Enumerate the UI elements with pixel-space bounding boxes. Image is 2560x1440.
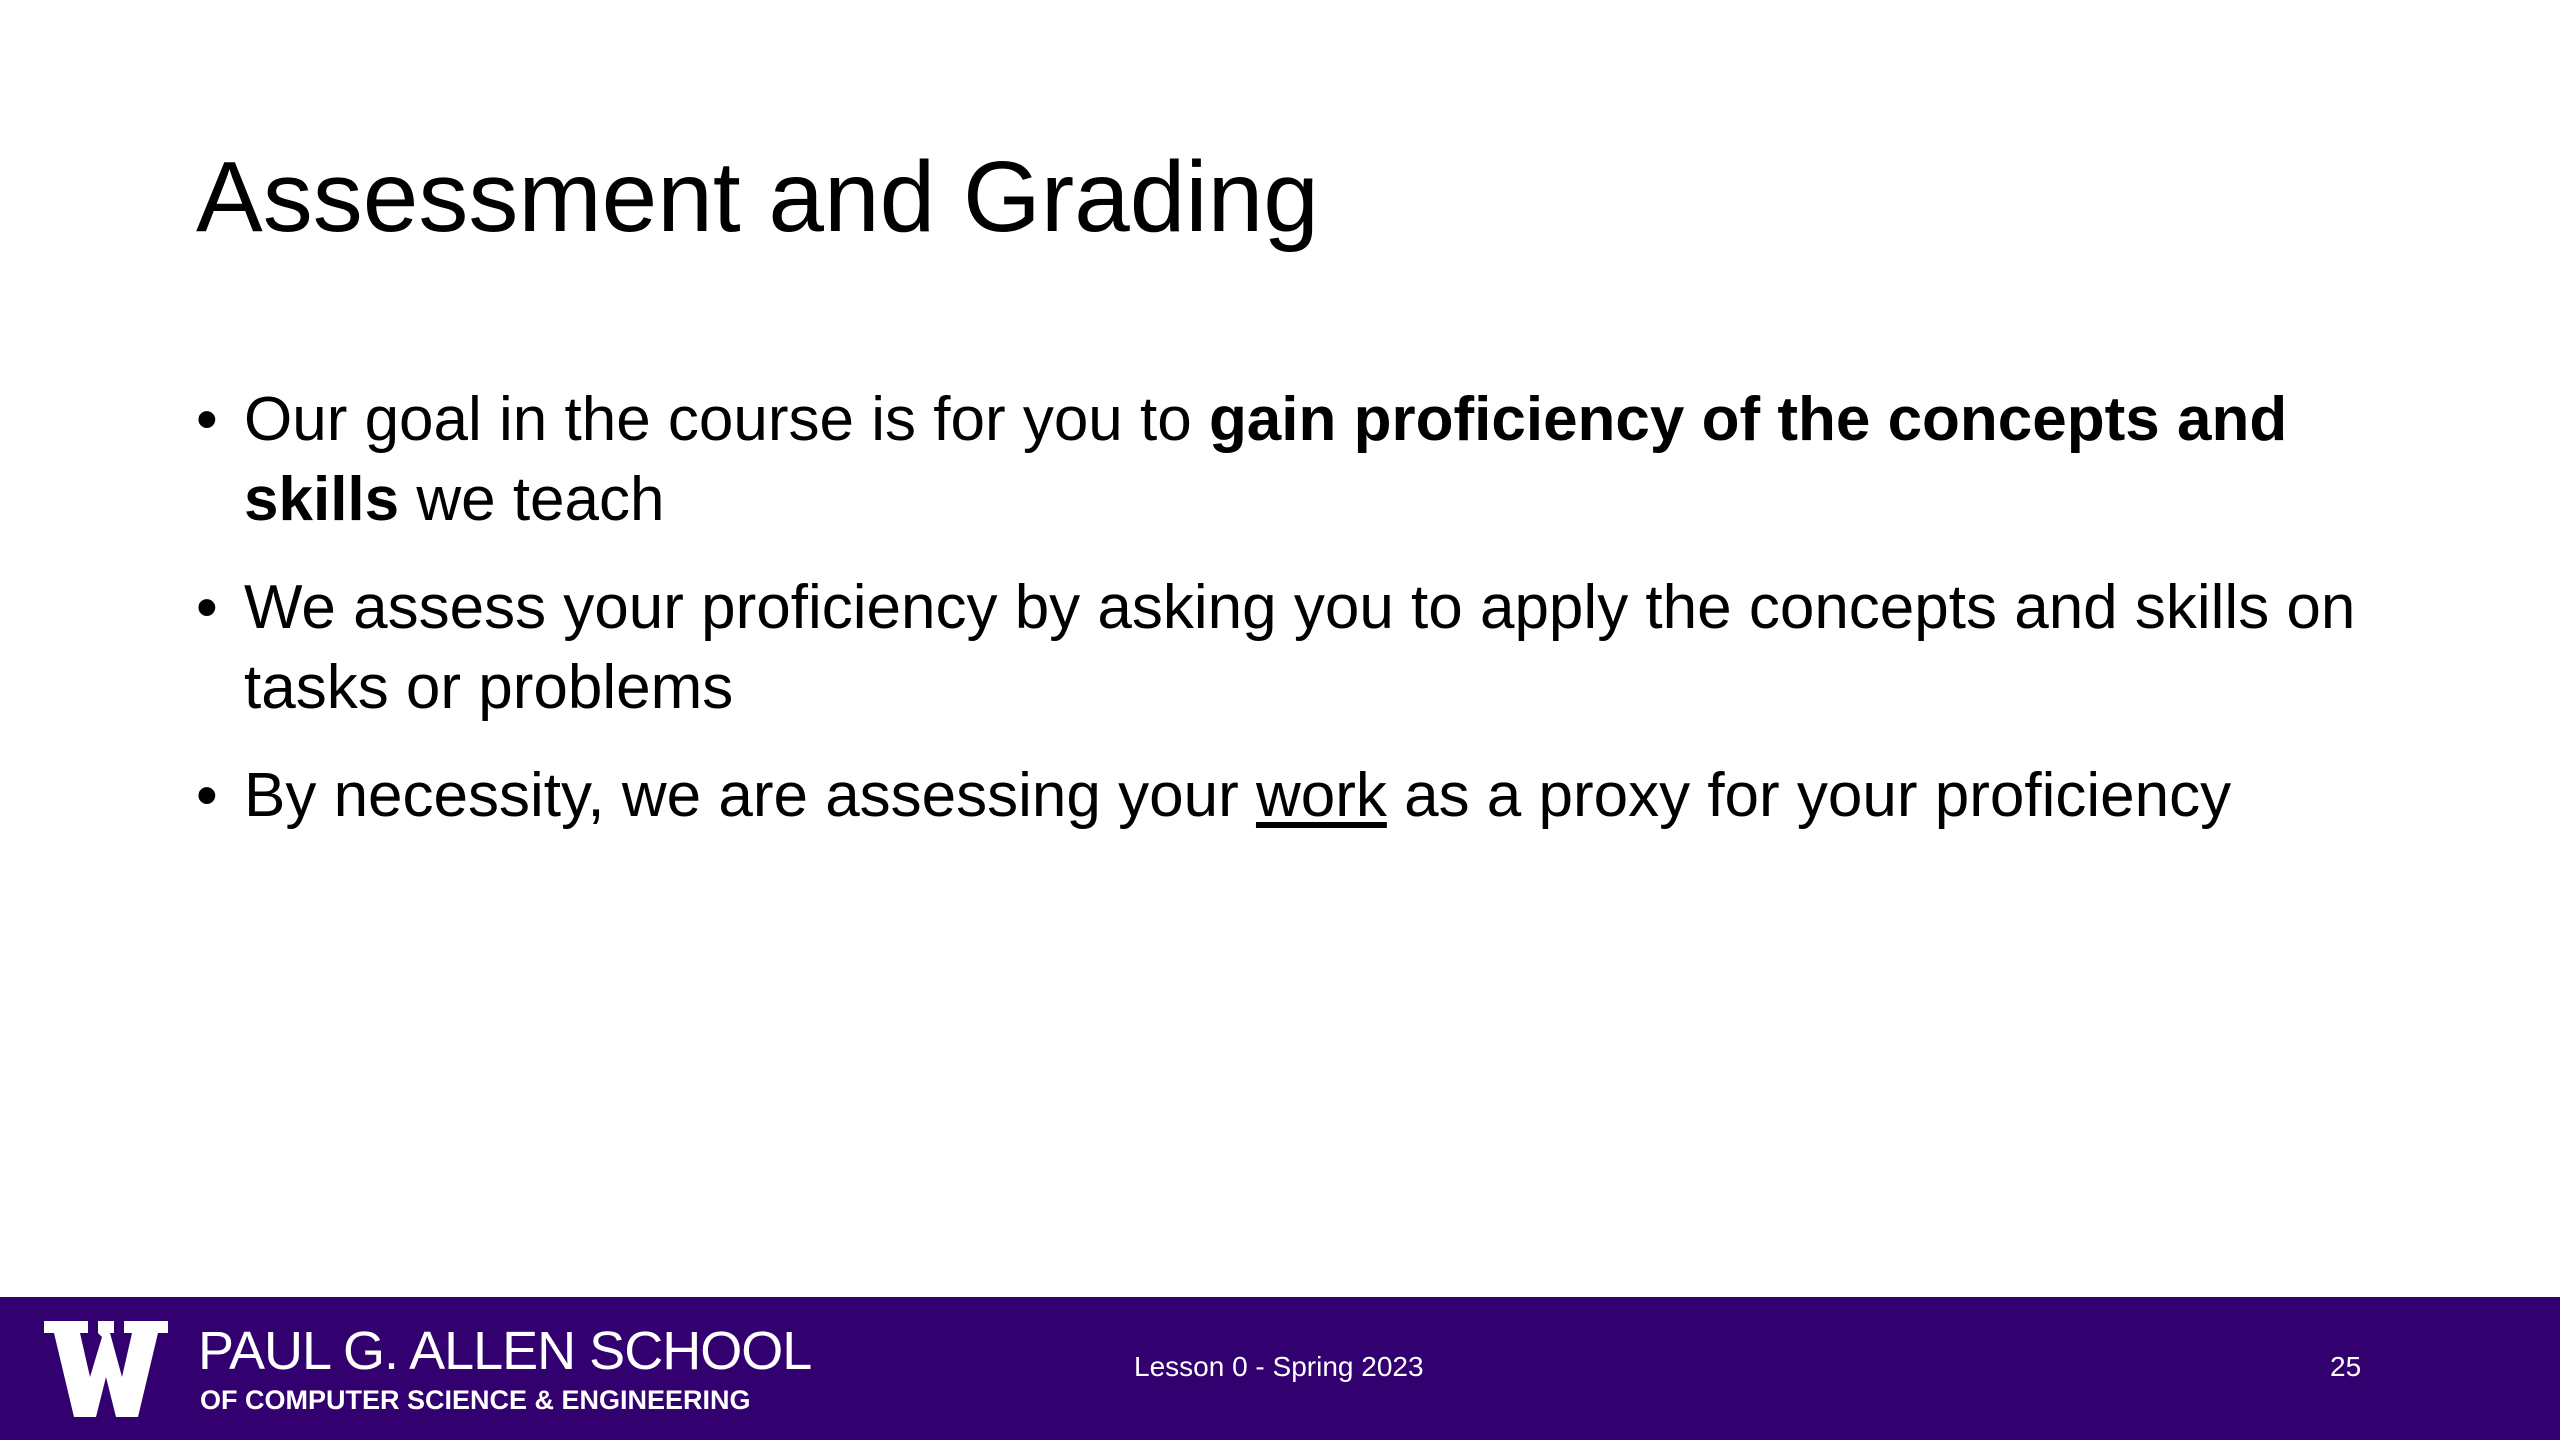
bullet-text: we teach	[399, 465, 665, 534]
bullet-text-underlined: work	[1255, 761, 1387, 830]
bullet-item-proxy	[196, 756, 2356, 836]
bullet-text: Our goal in the course is for you to	[244, 385, 1209, 454]
school-subtitle: OF COMPUTER SCIENCE & ENGINEERING	[200, 1385, 751, 1415]
bullet-text: as a proxy for your proficiency	[1386, 761, 2232, 830]
school-name: PAUL G. ALLEN SCHOOL	[198, 1321, 812, 1381]
bullet-text: We assess your proficiency by asking you to apply the concepts and skills on tasks or problems	[244, 573, 2356, 722]
bullet-item-goal	[196, 380, 2356, 540]
bullet-marker: •	[196, 761, 218, 830]
bullet-item-assess	[196, 568, 2356, 728]
bullet-list	[196, 380, 2356, 864]
bullet-text-bold: gain proficiency of the concepts and skills	[244, 385, 2288, 534]
slide-footer	[0, 1297, 2560, 1440]
uw-w-logo-icon	[44, 1319, 168, 1419]
lesson-label: Lesson 0 - Spring 2023	[1134, 1351, 1424, 1382]
page-number: 25	[2330, 1351, 2362, 1382]
bullet-marker: •	[196, 385, 218, 454]
bullet-text: By necessity, we are assessing your	[244, 761, 1256, 830]
bullet-marker: •	[196, 573, 218, 642]
slide-title: Assessment and Grading	[196, 141, 1319, 253]
